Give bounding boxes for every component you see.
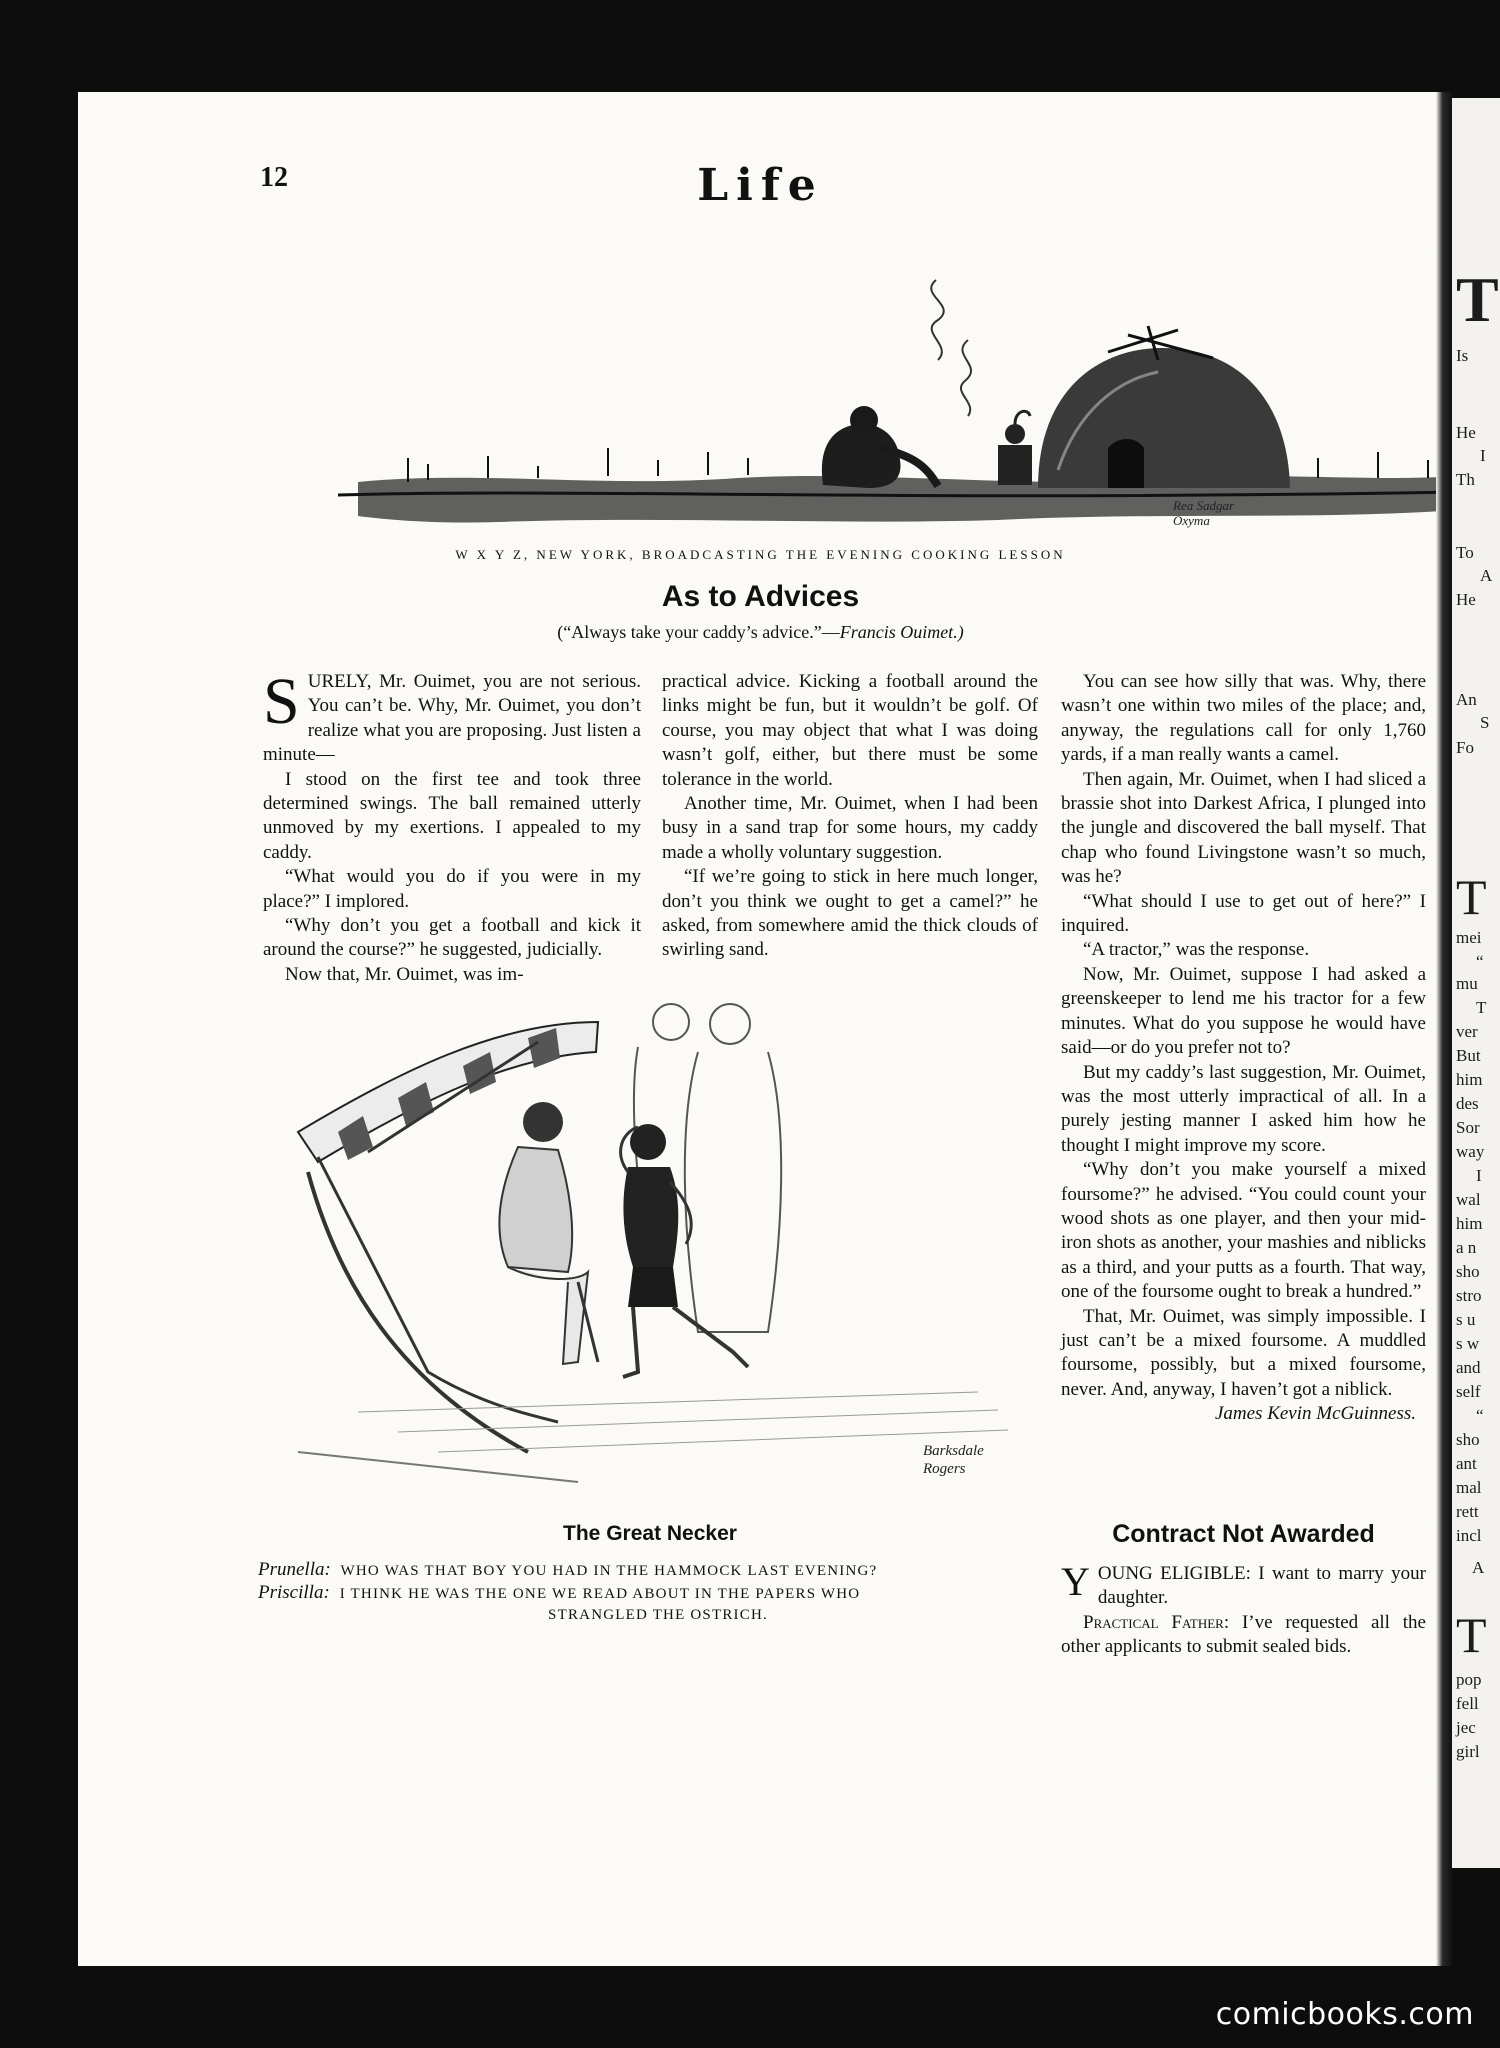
- strip-text: wal: [1456, 1190, 1481, 1209]
- strip-text: T: [1476, 998, 1487, 1017]
- paragraph: “What would you do if you were in my place?” I implored.: [263, 866, 641, 912]
- facing-page-strip: [1452, 98, 1500, 1868]
- article-column-2: [662, 670, 1038, 963]
- paragraph: “What should I use to get out of here?” I inquired.: [1061, 890, 1426, 937]
- strip-text: self: [1456, 1382, 1481, 1401]
- dialog-line: [258, 1582, 1058, 1626]
- paragraph: Now, Mr. Ouimet, suppose I had asked a greenskeeper to lend me his tractor for a few minutes. What do you suppose he would have said—or do you prefer not to?: [1061, 963, 1426, 1059]
- paragraph: practical advice. Kicking a football around the links might be fun, but it wouldn’t be golf. Of course, you may object that what I was doing wasn’t golf, either, but there must be some tolerance in the world.: [662, 671, 1038, 790]
- strip-text: I: [1480, 446, 1486, 465]
- paragraph: Now that, Mr. Ouimet, was im-: [285, 963, 524, 985]
- strip-text: Sor: [1456, 1118, 1480, 1137]
- paragraph: But my caddy’s last suggestion, Mr. Ouimet, was the most utterly impractical of all. In a purely jesting manner I asked him how he thought I might improve my score.: [1061, 1061, 1426, 1156]
- illustration-caption: W X Y Z, NEW YORK, BROADCASTING THE EVENING COOKING LESSON: [455, 547, 1066, 562]
- paragraph: That, Mr. Ouimet, was simply impossible. I just can’t be a mixed foursome. A muddled foursome, possibly, but a mixed foursome, never. And, anyway, I haven’t got a niblick.: [1061, 1305, 1426, 1400]
- strip-text: Fo: [1456, 738, 1474, 757]
- masthead: Life: [697, 160, 824, 211]
- strip-text: stro: [1456, 1286, 1482, 1305]
- strip-text: ver: [1456, 1022, 1478, 1041]
- dialog-line: [258, 1559, 1058, 1582]
- speaker-name: Prunella:: [258, 1559, 331, 1580]
- strip-text: mal: [1456, 1478, 1482, 1497]
- paragraph: Practical Father: I’ve requested all the other applicants to submit sealed bids.: [1061, 1611, 1426, 1658]
- epigraph-author: Francis Ouimet.): [839, 622, 964, 642]
- strip-text: a n: [1456, 1238, 1477, 1257]
- page-number: 12: [260, 162, 288, 193]
- strip-text: But: [1456, 1046, 1481, 1065]
- paragraph: SURELY, Mr. Ouimet, you are not serious. You can’t be. Why, Mr. Ouimet, you don’t realize what you are proposing. Just listen a minute—: [263, 665, 641, 766]
- strip-text: mei: [1456, 928, 1482, 947]
- paragraph: Then again, Mr. Ouimet, when I had sliced a brassie shot into Darkest Africa, I plunged into the jungle and discovered the ball myself. That chap who found Livingstone wasn’t so much, was he?: [1061, 768, 1426, 888]
- strip-text: s u: [1456, 1310, 1476, 1329]
- byline: James Kevin McGuinness.: [1214, 1403, 1416, 1425]
- strip-text: and: [1456, 1358, 1481, 1377]
- paragraph: “If we’re going to stick in here much longer, don’t you think we ought to get a camel?” he asked, from somewhere amid the thick clouds of swirling sand.: [662, 866, 1038, 961]
- page-binding-gutter: [1436, 92, 1452, 1966]
- paragraph: I stood on the first tee and took three determined swings. The ball remained utterly unmoved by my exertions. I appealed to my caddy.: [263, 768, 641, 863]
- strip-text: pop: [1456, 1670, 1482, 1689]
- strip-text: ant: [1456, 1454, 1477, 1473]
- paragraph: YOUNG ELIGIBLE: I want to marry your daughter.: [1061, 1559, 1427, 1609]
- strip-text: des: [1456, 1094, 1479, 1113]
- strip-text: A: [1480, 566, 1493, 585]
- sidebar-story-title: Contract Not Awarded: [1112, 1520, 1375, 1548]
- sidebar-story: [1061, 1559, 1427, 1660]
- drop-cap: S: [263, 665, 300, 738]
- paragraph: “Why don’t you get a football and kick it around the course?” he suggested, judicially.: [263, 915, 641, 961]
- strip-text: him: [1456, 1070, 1483, 1089]
- strip-text: T: [1456, 869, 1487, 925]
- artist-signature: Rea Sadgar Oxyma: [1173, 498, 1235, 528]
- paragraph: “A tractor,” was the response.: [1083, 939, 1310, 961]
- strip-text: T: [1456, 264, 1499, 335]
- dialog-text: I THINK HE WAS THE ONE WE READ ABOUT IN THE PAPERS WHO: [339, 1586, 861, 1602]
- strip-text: “: [1476, 952, 1484, 971]
- strip-text: He: [1456, 590, 1476, 609]
- article-column-3: [1061, 670, 1426, 1427]
- strip-text: sho: [1456, 1262, 1480, 1281]
- strip-text: S: [1480, 713, 1490, 732]
- strip-text: incl: [1456, 1526, 1482, 1545]
- epigraph-quote: (“Always take your caddy’s advice.”—: [557, 622, 840, 642]
- article-column-1: [263, 665, 641, 987]
- strip-text: I: [1476, 1166, 1482, 1185]
- strip-text: fell: [1456, 1694, 1479, 1713]
- dialog-text: WHO WAS THAT BOY YOU HAD IN THE HAMMOCK LAST EVENING?: [340, 1563, 878, 1579]
- cartoon-dialog: [258, 1559, 1058, 1626]
- strip-text: way: [1456, 1142, 1485, 1161]
- strip-text: To: [1456, 543, 1474, 562]
- strip-text: A: [1472, 1558, 1485, 1577]
- strip-text: T: [1456, 1607, 1487, 1663]
- strip-text: s w: [1456, 1334, 1480, 1353]
- cartoon-title: The Great Necker: [563, 1522, 737, 1545]
- speaker-name: Priscilla:: [258, 1582, 330, 1603]
- strip-text: sho: [1456, 1430, 1480, 1449]
- epigraph: [78, 622, 1443, 643]
- paragraph: Another time, Mr. Ouimet, when I had been busy in a sand trap for some hours, my caddy made a wholly voluntary suggestion.: [662, 793, 1038, 863]
- strip-text: He: [1456, 423, 1476, 442]
- drop-cap: Y: [1061, 1559, 1090, 1604]
- desert-camp-illustration: [278, 220, 1443, 640]
- strip-text: rett: [1456, 1502, 1479, 1521]
- paragraph: You can see how silly that was. Why, there wasn’t one within two miles of the place; and, anyway, the regulations call for only 1,760 yards, if a man really wants a camel.: [1061, 671, 1426, 766]
- cartoon-signature: Barksdale Rogers: [923, 1443, 984, 1477]
- strip-text: mu: [1456, 974, 1478, 993]
- strip-text: Th: [1456, 470, 1475, 489]
- article-title: As to Advices: [661, 580, 860, 613]
- strip-text: Is: [1456, 346, 1469, 365]
- magazine-page: [78, 92, 1443, 1966]
- dialog-text: STRANGLED THE OSTRICH.: [548, 1607, 768, 1623]
- site-watermark: comicbooks.com: [1215, 1997, 1474, 2032]
- strip-text: “: [1476, 1406, 1484, 1425]
- strip-text: girl: [1456, 1742, 1480, 1761]
- strip-text: jec: [1456, 1718, 1476, 1737]
- strip-text: An: [1456, 690, 1477, 709]
- strip-text: him: [1456, 1214, 1483, 1233]
- paragraph: “Why don’t you make yourself a mixed foursome?” he advised. “You could count your wood shots as one player, and then your mid-iron shots as another, your mashies and niblicks as a third, and your putts as a fourth. That way, one of the foursome ought to break a hundred.”: [1061, 1159, 1426, 1303]
- beach-cartoon-illustration: [278, 982, 1038, 1502]
